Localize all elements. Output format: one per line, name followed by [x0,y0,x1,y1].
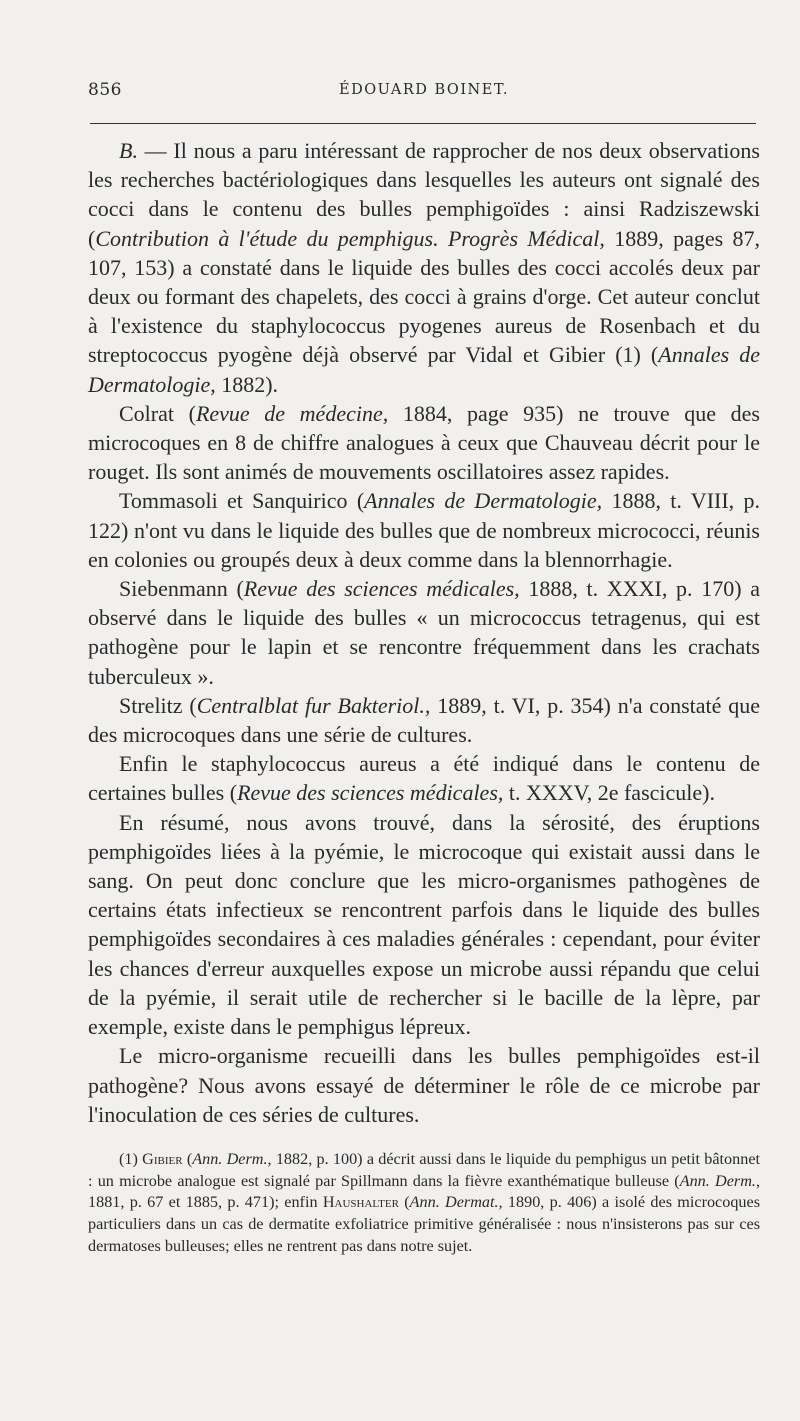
text-run: Siebenmann ( [119,576,244,602]
text-run: 1889, pages 87, 107, 153) a constaté dans le liquide des bulles des cocci accolés deux par deux ou formant des chapelets, des cocci à grains d'orge. Cet auteur conclut à l'existence du staphylococcus pyogenes aureus de Rosenbach et du streptococcus pyogène déjà observé par Vidal et Gibier (1) ( [88,225,760,368]
paragraph [88,749,760,807]
italic-text: Annales de Dermatologie, [364,488,603,514]
italic-text: Ann. Derm. [679,1171,756,1190]
paragraph [88,136,760,399]
text-run: ( [182,1149,193,1168]
footnotes [88,1149,760,1258]
italic-text: Centralblat fur Bakteriol., [196,692,431,718]
paragraph [88,691,760,749]
small-caps-name: Gibier [142,1149,183,1168]
text-run: 1888, t. XXXI, p. 170) a observé dans le liquide des bulles « un micrococcus tetragenus, qui est pathogène pour le lapin et se rencontre fréquemment dans les crachats tuberculeux ». [88,576,760,689]
paragraph [88,808,760,1042]
text-run: 1888, t. VIII, p. 122) n'ont vu dans le liquide des bulles que de nombreux micrococci, réunis en colonies ou groupés deux à deux comme dans la blennorrhagie. [88,488,760,572]
text-run: 1882, p. 100) a décrit aussi dans le liquide du pemphigus un petit bâtonnet : un microbe analogue est signalé par Spillmann dans la fièvre exanthématique bulleuse ( [88,1149,761,1190]
small-caps-name: Haushalter [322,1193,399,1212]
text-run: , 1881, p. 67 et 1885, p. 471); enfin [88,1171,760,1212]
italic-text: Revue de médecine, [195,400,389,426]
page-number: 856 [88,80,122,100]
text-run: (1) [119,1149,143,1168]
text-run: Colrat ( [119,400,196,426]
italic-text: Ann. Derm., [192,1149,272,1168]
text-run: Strelitz ( [119,692,197,718]
text-run: — Il nous a paru intéressant de rapprocher de nos deux observations les recherches bactériologiques dans lesquelles les auteurs ont signalé des cocci dans le contenu des bulles pemphigoïdes : ainsi Radziszewski ( [88,138,760,251]
running-head [88,78,760,108]
paragraph [88,1041,760,1129]
italic-text: Revue des sciences médicales, [243,576,520,602]
italic-text: B. [119,138,138,163]
text-run: ( [398,1193,410,1212]
book-page [88,78,760,1257]
italic-text: Revue des sciences médicales, [237,780,504,806]
text-run: Le micro-organisme recueilli dans les bulles pemphigoïdes est-il pathogène? Nous avons essayé de déterminer le rôle de ce microbe par l'inoculation de ces séries de cultures. [88,1043,760,1127]
text-run: 1889, t. VI, p. 354) n'a constaté que des microcoques dans une série de cultures. [88,692,760,748]
footnote [88,1149,760,1258]
header-rule [90,123,756,124]
italic-text: Ann. Dermat., [409,1193,503,1212]
text-run: 1890, p. 406) a isolé des microcoques particuliers dans un cas de dermatite exfoliatrice primitive généralisée : nous n'insisterons pas sur ces dermatoses bulleuses; elles ne rentrent pas dans notre sujet. [88,1193,761,1255]
text-run: Tommasoli et Sanquirico ( [119,488,365,514]
text-run: En résumé, nous avons trouvé, dans la sérosité, des éruptions pemphigoïdes liées à la pyémie, le microcoque qui existait aussi dans le sang. On peut donc conclure que les micro-organismes pathogènes de certains états infectieux se rencontrent parfois dans le liquide des bulles pemphigoïdes secondaires à ces maladies générales : cependant, pour éviter les chances d'erreur auxquelles expose un microbe aussi répandu que celui de la pyémie, il serait utile de rechercher si le bacille de la lèpre, par exemple, existe dans le pemphigus lépreux. [88,809,760,1040]
paragraph [88,399,760,487]
paragraph [88,574,760,691]
text-run: Enfin le staphylococcus aureus a été indiqué dans le contenu de certaines bulles ( [88,751,760,806]
paragraph [88,486,760,574]
text-run: 1884, page 935) ne trouve que des microcoques en 8 de chiffre analogues à ceux que Chauveau décrit pour le rouget. Ils sont animés de mouvements oscillatoires assez rapides. [88,400,760,485]
running-title: ÉDOUARD BOINET. [339,82,509,98]
body-text [88,136,760,1129]
text-run: 1882). [215,371,279,397]
italic-text: Contribution à l'étude du pemphigus. Progrès Médical, [95,225,605,251]
italic-text: Annales de Dermatologie, [88,342,760,397]
text-run: t. XXXV, 2e fascicule). [503,780,715,806]
